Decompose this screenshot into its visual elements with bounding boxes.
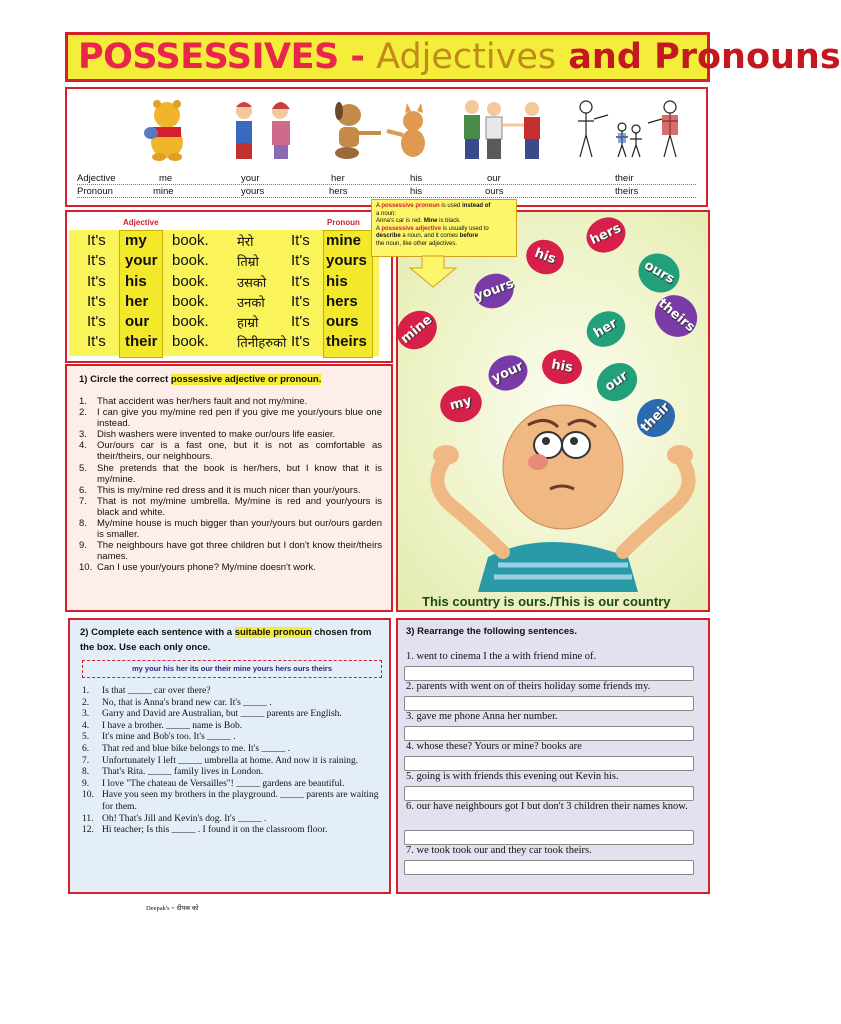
item-number: 4. xyxy=(79,440,87,452)
answer-field[interactable] xyxy=(404,696,694,711)
note-text: is usually used to xyxy=(441,225,489,232)
hindi-translation: उनको xyxy=(237,295,265,310)
hindi-translation: हाम्रो xyxy=(237,315,259,330)
exercise-item xyxy=(77,407,382,429)
item-text: This is my/mine red dress and it is much nicer than your/yours. xyxy=(97,484,361,496)
its-text: It's xyxy=(291,232,310,249)
possessive-table xyxy=(65,210,393,363)
its-text: It's xyxy=(291,333,310,350)
exercise-item xyxy=(77,440,382,462)
note-text: A xyxy=(376,203,382,209)
item-text: Unfortunately I left _____ umbrella at home. And now it is raining. xyxy=(102,755,359,766)
exercise-item xyxy=(80,709,385,721)
note-emphasis: instead of xyxy=(462,203,491,209)
pronoun-mine: mine xyxy=(153,186,174,197)
adjective-cell: his xyxy=(125,273,147,290)
exercise-item xyxy=(77,463,382,485)
page-title xyxy=(65,32,841,82)
note-emphasis: Mine xyxy=(423,218,438,225)
exercise-item xyxy=(80,767,385,779)
adjective-cell: her xyxy=(125,293,149,310)
adjective-cell: your xyxy=(125,252,158,269)
exercise-item xyxy=(77,396,382,407)
pronoun-cell: mine xyxy=(326,232,362,249)
item-number: 2. xyxy=(79,407,87,419)
adjective-cell: my xyxy=(125,232,147,249)
word-ball: mine xyxy=(389,303,444,358)
item-text: Have you seen my brothers in the playground. _____ parents are waiting for them. xyxy=(102,790,379,812)
rearrange-sentence: 4. whose these? Yours or mine? books are xyxy=(406,741,582,752)
family-sketch-illustration xyxy=(572,97,687,162)
exercise-1-heading-text: 1) Circle the correct xyxy=(79,374,171,385)
word-ball: our xyxy=(589,355,644,409)
exercise-1-heading-highlight: possessive adjective or pronoun. xyxy=(170,374,322,385)
word-ball: his xyxy=(539,347,584,387)
item-number: 1. xyxy=(82,686,90,696)
its-text: It's xyxy=(87,252,106,269)
exercise-1-heading xyxy=(79,374,321,385)
couple-illustration xyxy=(222,97,307,162)
note-text: a noun: xyxy=(376,210,397,217)
definition-note xyxy=(371,199,517,257)
book-text: book. xyxy=(172,333,209,350)
pronoun-cell: ours xyxy=(326,313,359,330)
item-number: 7. xyxy=(79,495,87,507)
item-text: No, that is Anna's brand new car. It's _____ . xyxy=(102,697,272,708)
note-text: A xyxy=(376,225,382,232)
its-text: It's xyxy=(291,273,310,290)
adjective-row-label: Adjective xyxy=(77,173,116,184)
adjective-your: your xyxy=(241,173,260,184)
its-text: It's xyxy=(291,252,310,269)
bear-illustration xyxy=(139,97,191,162)
exercise-3-heading: 3) Rearrange the following sentences. xyxy=(406,626,578,637)
hindi-translation: उसको xyxy=(237,275,267,290)
note-emphasis: before xyxy=(459,233,479,240)
adjective-cell: our xyxy=(125,313,150,330)
item-number: 8. xyxy=(82,767,90,778)
pronoun-cell: his xyxy=(326,273,348,290)
hindi-translation: मेरो xyxy=(237,234,254,249)
word-ball: ours xyxy=(631,246,686,300)
exercise-item xyxy=(77,429,382,440)
its-text: It's xyxy=(87,232,106,249)
rearrange-sentence: 2. parents with went on of theirs holiday some friends my. xyxy=(406,681,651,692)
pronoun-row-label: Pronoun xyxy=(77,186,113,197)
word-box: my your his her its our their mine yours hers ours theirs xyxy=(82,660,382,678)
pronoun-hers: hers xyxy=(329,186,348,197)
pronoun-theirs: theirs xyxy=(615,186,639,197)
book-text: book. xyxy=(172,252,209,269)
answer-field[interactable] xyxy=(404,726,694,741)
dog-cat-illustration xyxy=(325,97,435,162)
footer-note: Deepak's = दीपक को xyxy=(146,905,199,912)
answer-field[interactable] xyxy=(404,860,694,875)
exercise-item xyxy=(80,698,385,710)
exercise-item xyxy=(80,790,385,813)
book-text: book. xyxy=(172,313,209,330)
adjective-row-rule xyxy=(77,184,696,185)
note-term-pronoun: possessive pronoun xyxy=(381,203,440,209)
exercise-2-heading xyxy=(80,625,385,655)
exercise-item xyxy=(77,518,382,540)
answer-field[interactable] xyxy=(404,666,694,681)
adjective-his: his xyxy=(410,173,423,184)
exercise-item xyxy=(80,732,385,744)
exercise-2-heading-text: chosen from the box. Use each only once. xyxy=(80,627,372,653)
its-text: It's xyxy=(87,293,106,310)
item-number: 5. xyxy=(79,462,87,474)
its-text: It's xyxy=(291,313,310,330)
hindi-translation: तिम्रो xyxy=(237,254,259,269)
pronoun-cell: yours xyxy=(326,252,367,269)
adjective-me: me xyxy=(159,173,173,184)
item-number: 10. xyxy=(79,562,93,574)
exercise-item xyxy=(80,756,385,768)
item-text: That accident was her/hers fault and not my/mine. xyxy=(97,396,308,407)
item-number: 4. xyxy=(82,720,90,731)
exercise-item xyxy=(80,825,385,837)
item-text: I can give you my/mine red pen if you give me your/yours blue one instead. xyxy=(97,407,382,430)
item-text: That's Rita. _____ family lives in London. xyxy=(102,767,264,778)
answer-field[interactable] xyxy=(404,756,694,771)
exercise-item xyxy=(77,496,382,518)
exercise-2-heading-highlight: suitable pronoun xyxy=(234,627,312,638)
item-text: That red and blue bike belongs to me. It's _____ . xyxy=(102,743,290,754)
exercise-item xyxy=(77,562,382,573)
item-text: Garry and David are Australian, but _____ parents are English. xyxy=(102,709,342,720)
item-number: 9. xyxy=(79,540,87,552)
item-text: It's mine and Bob's too. It's _____ . xyxy=(102,732,236,743)
rearrange-sentence: 6. our have neighbours got I but don't 3 children their names know. xyxy=(406,801,688,812)
word-ball: my xyxy=(436,381,486,427)
item-text: That is not my/mine umbrella. My/mine is red and your/yours is black and white. xyxy=(97,495,382,518)
item-number: 6. xyxy=(79,484,87,496)
its-text: It's xyxy=(87,333,106,350)
exercise-item xyxy=(77,485,382,496)
word-ball: theirs xyxy=(646,287,705,346)
item-number: 7. xyxy=(82,755,90,766)
item-text: She pretends that the book is her/hers, but I know that it is my/mine. xyxy=(97,462,382,485)
juggler-boy-illustration xyxy=(428,407,698,592)
exercise-1-list xyxy=(77,396,382,574)
book-text: book. xyxy=(172,293,209,310)
item-number: 9. xyxy=(82,778,90,789)
note-text: is used xyxy=(439,203,463,209)
item-text: I love "The chateau de Versailles"! _____ gardens are beautiful. xyxy=(102,778,345,789)
title-possessives: POSSESSIVES - xyxy=(78,37,377,77)
rearrange-sentence: 3. gave me phone Anna her number. xyxy=(406,711,558,722)
exercise-item xyxy=(80,779,385,791)
pronoun-ours: ours xyxy=(485,186,504,197)
exercise-item xyxy=(80,721,385,733)
item-text: My/mine house is much bigger than your/yours but our/ours garden is smaller. xyxy=(97,518,382,541)
item-text: Can I use your/yours phone? My/mine doesn't work. xyxy=(97,562,316,574)
exercise-3-panel xyxy=(396,618,710,894)
exercise-item xyxy=(80,814,385,826)
exercise-2-panel xyxy=(68,618,391,894)
adjective-our: our xyxy=(487,173,501,184)
word-ball: your xyxy=(483,349,534,397)
note-text: is black. xyxy=(437,218,461,225)
item-number: 6. xyxy=(82,743,90,754)
item-text: Oh! That's Jill and Kevin's dog. It's _____ . xyxy=(102,813,267,824)
item-number: 3. xyxy=(79,429,87,441)
rearrange-sentence: 1. went to cinema I the a with friend mine of. xyxy=(406,651,597,662)
item-text: Is that _____ car over there? xyxy=(102,686,211,696)
title-adjectives: Adjectives xyxy=(376,37,557,77)
word-ball: hers xyxy=(581,211,632,259)
pronoun-header: Pronoun xyxy=(327,218,360,227)
its-text: It's xyxy=(291,293,310,310)
word-ball: yours xyxy=(469,268,518,314)
item-number: 1. xyxy=(79,396,87,407)
item-number: 5. xyxy=(82,732,90,743)
item-number: 12. xyxy=(82,825,94,836)
word-ball: their xyxy=(629,391,683,445)
pronoun-yours: yours xyxy=(241,186,265,197)
rearrange-sentence: 7. we took took our and they car took theirs. xyxy=(406,845,592,856)
book-text: book. xyxy=(172,232,209,249)
item-text: The neighbours have got three children but I don't know their/theirs names. xyxy=(97,540,382,563)
pronoun-his: his xyxy=(410,186,423,197)
its-text: It's xyxy=(87,313,106,330)
note-arrow-icon xyxy=(408,256,458,288)
pronoun-cell: hers xyxy=(326,293,358,310)
item-text: Dish washers were invented to make our/ours life easier. xyxy=(97,429,336,441)
answer-field[interactable] xyxy=(404,786,694,801)
juggler-caption: This country is ours./This is our country xyxy=(422,594,671,609)
item-number: 8. xyxy=(79,518,87,530)
item-text: Our/ours car is a fast one, but it is not as comfortable as their/theirs, our neighbours. xyxy=(97,440,382,463)
exercise-item xyxy=(80,686,385,698)
word-ball: her xyxy=(580,304,632,353)
note-emphasis: describe xyxy=(376,233,401,240)
note-text: Anna's car is red. xyxy=(376,218,424,225)
exercise-2-heading-text: 2) Complete each sentence with a xyxy=(80,627,235,638)
pronoun-cell: theirs xyxy=(326,333,367,350)
title-pronouns: and Pronouns xyxy=(556,37,841,77)
pronoun-row-rule xyxy=(77,197,696,198)
its-text: It's xyxy=(87,273,106,290)
exercise-item xyxy=(77,540,382,562)
item-number: 3. xyxy=(82,709,90,720)
group-illustration xyxy=(452,97,562,162)
pictures-panel xyxy=(65,87,708,207)
answer-field[interactable] xyxy=(404,830,694,845)
exercise-1-panel xyxy=(65,364,393,612)
note-term-adjective: possessive adjective xyxy=(381,225,442,232)
item-number: 11. xyxy=(82,813,94,824)
item-text: Hi teacher; Is this _____ . I found it on the classroom floor. xyxy=(102,825,328,836)
adjective-header: Adjective xyxy=(123,218,159,227)
rearrange-sentence: 5. going is with friends this evening out Kevin his. xyxy=(406,771,619,782)
adjective-cell: their xyxy=(125,333,158,350)
exercise-item xyxy=(80,744,385,756)
item-number: 2. xyxy=(82,697,90,708)
word-ball: his xyxy=(521,235,568,280)
note-text: the noun, like other adjectives. xyxy=(376,240,458,247)
note-text: a noun, and it comes xyxy=(400,233,460,240)
item-text: I have a brother. _____ name is Bob. xyxy=(102,720,243,731)
adjective-their: their xyxy=(615,173,634,184)
book-text: book. xyxy=(172,273,209,290)
adjective-her: her xyxy=(331,173,345,184)
item-number: 10. xyxy=(82,790,94,801)
hindi-translation: तिनीहरुको xyxy=(237,335,287,350)
exercise-2-list xyxy=(80,686,385,837)
